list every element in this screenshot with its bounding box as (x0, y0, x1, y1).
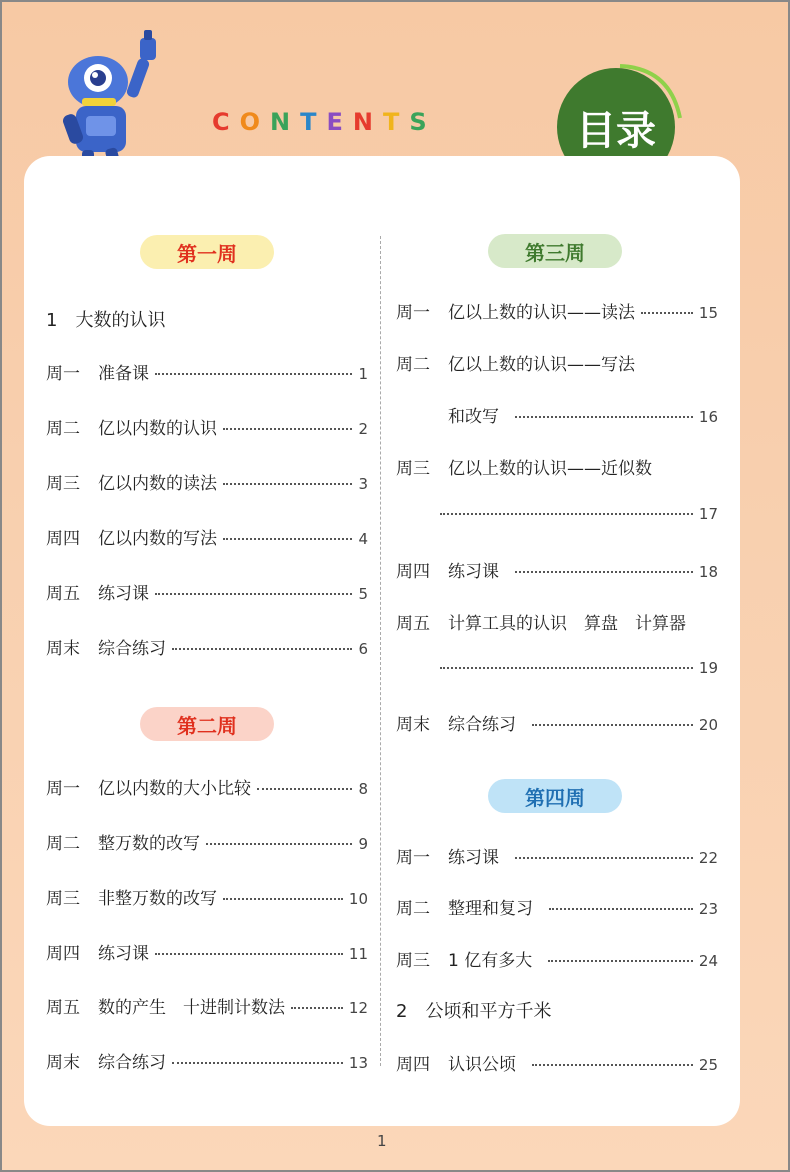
toc-entry[interactable] (46, 579, 368, 604)
leader-dots (515, 571, 693, 573)
entry-page: 18 (698, 563, 718, 581)
entry-title: 亿以内数的写法 (98, 529, 217, 549)
leader-dots (223, 483, 352, 485)
contents-heading (212, 108, 437, 136)
entry-day: 周三 (46, 474, 80, 494)
entry-page: 10 (348, 890, 368, 908)
entry-day: 周二 (396, 899, 430, 919)
toc-entry[interactable] (396, 894, 718, 919)
leader-dots (515, 416, 693, 418)
entry-day: 周四 (46, 944, 80, 964)
entry-page: 16 (698, 408, 718, 426)
contents-letter: T (300, 108, 327, 136)
toc-entry[interactable] (46, 634, 368, 659)
entry-title: 整理和复习 (448, 899, 533, 919)
leader-dots (641, 312, 693, 314)
leader-dots (532, 1064, 693, 1066)
leader-dots (257, 788, 352, 790)
entry-title: 准备课 (98, 364, 149, 384)
contents-letter: C (212, 108, 240, 136)
toc-entry[interactable] (46, 774, 368, 799)
entry-title: 和改写 (448, 407, 499, 427)
leader-dots (206, 843, 352, 845)
toc-entry[interactable] (396, 454, 718, 479)
leader-dots (548, 960, 693, 962)
leader-dots (155, 373, 352, 375)
week-label-1 (140, 235, 274, 269)
toc-entry[interactable] (396, 350, 718, 375)
entry-day: 周末 (396, 715, 430, 735)
toc-entry[interactable] (46, 939, 368, 964)
entry-day: 周五 (46, 998, 80, 1018)
week-label-text: 第二周 (177, 713, 237, 738)
column-divider (380, 236, 381, 1066)
leader-dots (155, 953, 343, 955)
entry-day: 周一 (46, 779, 80, 799)
entry-title: 整万数的改写 (98, 834, 200, 854)
entry-title: 亿以内数的认识 (98, 419, 217, 439)
entry-page: 15 (698, 304, 718, 322)
leader-dots (223, 898, 343, 900)
entry-page: 20 (698, 716, 718, 734)
leader-dots (223, 428, 352, 430)
entry-page: 23 (698, 900, 718, 918)
week-label-3 (488, 234, 622, 268)
entry-page: 6 (358, 640, 368, 658)
toc-entry[interactable] (46, 414, 368, 439)
leader-dots (440, 667, 693, 669)
contents-letter: N (270, 108, 301, 136)
toc-entry[interactable] (46, 524, 368, 549)
entry-title: 亿以上数的认识——读法 (448, 303, 635, 323)
week-label-4 (488, 779, 622, 813)
toc-entry-continued[interactable] (440, 659, 718, 677)
week-label-text: 第三周 (525, 240, 585, 265)
entry-title: 非整万数的改写 (98, 889, 217, 909)
entry-day: 周二 (46, 834, 80, 854)
entry-title: 亿以上数的认识——写法 (448, 355, 635, 375)
toc-entry[interactable] (396, 946, 718, 971)
leader-dots (223, 538, 352, 540)
toc-entry[interactable] (396, 298, 718, 323)
leader-dots (291, 1007, 343, 1009)
entry-day: 周五 (396, 614, 430, 634)
entry-page: 25 (698, 1056, 718, 1074)
toc-entry[interactable] (46, 1048, 368, 1073)
entry-page: 24 (698, 952, 718, 970)
toc-entry[interactable] (396, 843, 718, 868)
toc-entry[interactable] (396, 710, 718, 735)
entry-title: 练习课 (448, 848, 499, 868)
toc-entry[interactable] (396, 1050, 718, 1075)
entry-day: 周四 (396, 562, 430, 582)
leader-dots (549, 908, 693, 910)
entry-title: 综合练习 (448, 715, 516, 735)
leader-dots (532, 724, 693, 726)
entry-page: 1 (358, 365, 368, 383)
entry-page: 2 (358, 420, 368, 438)
entry-title: 综合练习 (98, 639, 166, 659)
entry-page: 8 (358, 780, 368, 798)
entry-day: 周三 (46, 889, 80, 909)
week-label-text: 第一周 (177, 241, 237, 266)
contents-letter: E (326, 108, 353, 136)
entry-page: 12 (348, 999, 368, 1017)
toc-entry[interactable] (46, 469, 368, 494)
contents-letter: T (383, 108, 410, 136)
toc-entry[interactable] (46, 884, 368, 909)
entry-day: 周一 (396, 303, 430, 323)
leader-dots (172, 1062, 343, 1064)
entry-page: 9 (358, 835, 368, 853)
entry-day: 周一 (396, 848, 430, 868)
page-number: 1 (377, 1132, 387, 1150)
entry-title: 亿以内数的大小比较 (98, 779, 251, 799)
toc-entry[interactable] (46, 829, 368, 854)
entry-page: 22 (698, 849, 718, 867)
entry-page: 17 (698, 505, 718, 523)
entry-day: 周五 (46, 584, 80, 604)
section-heading-2: 2 公顷和平方千米 (396, 1001, 552, 1022)
contents-letter: N (352, 108, 383, 136)
entry-day: 周四 (396, 1055, 430, 1075)
entry-page: 19 (698, 659, 718, 677)
entry-title: 亿以内数的读法 (98, 474, 217, 494)
entry-day: 周二 (396, 355, 430, 375)
entry-title: 数的产生 十进制计数法 (98, 998, 285, 1018)
section-heading-1: 1 大数的认识 (46, 310, 166, 331)
entry-page: 11 (348, 945, 368, 963)
entry-title: 计算工具的认识 算盘 计算器 (448, 614, 686, 634)
entry-title: 综合练习 (98, 1053, 166, 1073)
entry-page: 4 (358, 530, 368, 548)
contents-letter: O (239, 108, 271, 136)
week-label-2 (140, 707, 274, 741)
toc-entry[interactable] (396, 557, 718, 582)
page-title: 目录 (576, 107, 656, 154)
leader-dots (172, 648, 352, 650)
entry-title: 亿以上数的认识——近似数 (448, 459, 652, 479)
entry-day: 周末 (46, 1053, 80, 1073)
week-label-text: 第四周 (525, 785, 585, 810)
leader-dots (155, 593, 352, 595)
toc-entry[interactable] (46, 359, 368, 384)
toc-entry[interactable] (46, 993, 368, 1018)
toc-entry[interactable] (396, 609, 718, 634)
entry-title: 认识公顷 (448, 1055, 516, 1075)
entry-day: 周二 (46, 419, 80, 439)
toc-entry-continued[interactable] (440, 505, 718, 523)
entry-title: 练习课 (98, 944, 149, 964)
entry-day: 周一 (46, 364, 80, 384)
entry-title: 练习课 (448, 562, 499, 582)
leader-dots (440, 513, 693, 515)
contents-letter: S (409, 108, 437, 136)
entry-page: 13 (348, 1054, 368, 1072)
entry-title: 1 亿有多大 (448, 951, 533, 971)
entry-title: 练习课 (98, 584, 149, 604)
entry-day: 周三 (396, 459, 430, 479)
toc-entry-continued[interactable] (448, 402, 718, 427)
entry-day: 周四 (46, 529, 80, 549)
entry-page: 5 (358, 585, 368, 603)
leader-dots (515, 857, 693, 859)
entry-day: 周三 (396, 951, 430, 971)
entry-day: 周末 (46, 639, 80, 659)
entry-page: 3 (358, 475, 368, 493)
